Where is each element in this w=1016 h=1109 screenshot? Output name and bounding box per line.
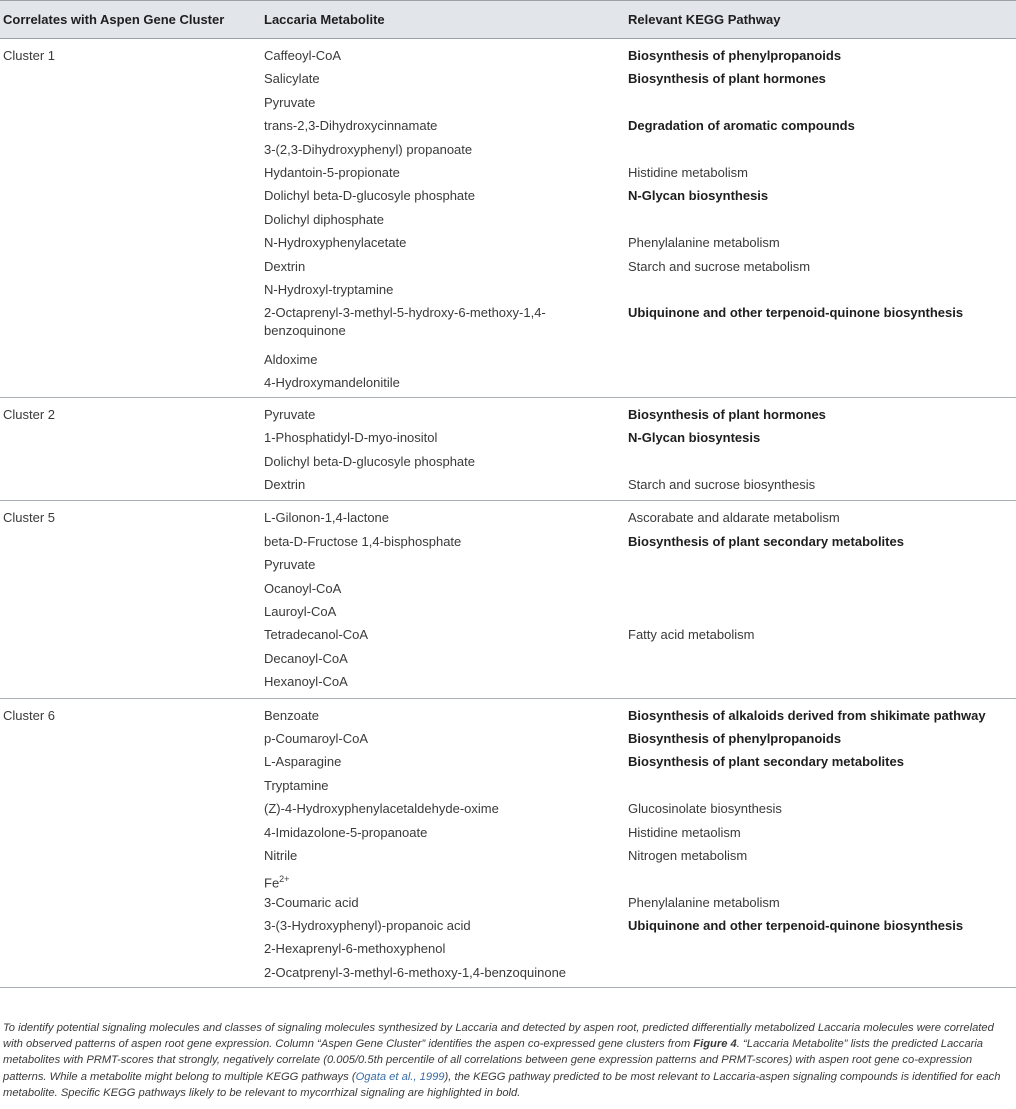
kegg-pathway-cell: Biosynthesis of plant hormones (628, 406, 826, 422)
metabolite-cell: 4-Imidazolone-5-propanoate (264, 824, 428, 840)
kegg-pathway-cell: Biosynthesis of alkaloids derived from shikimate pathway (628, 707, 986, 723)
metabolite-cell: Pyruvate (264, 406, 316, 422)
table-body (0, 39, 1016, 988)
cluster-group (0, 398, 1016, 502)
header-kegg-pathway: Relevant KEGG Pathway (628, 12, 781, 27)
table-row (0, 183, 1016, 206)
table-row (0, 43, 1016, 66)
kegg-pathway-cell: Ubiquinone and other terpenoid-quinone biosynthesis (628, 918, 964, 934)
table-row (0, 703, 1016, 726)
metabolite-cell: Dolichyl beta-D-glucosyle phosphate (264, 453, 476, 469)
table-row (0, 66, 1016, 89)
kegg-pathway-cell: Nitrogen metabolism (628, 847, 748, 863)
kegg-pathway-cell: Fatty acid metabolism (628, 627, 755, 643)
cluster-label: Cluster 5 (3, 510, 56, 526)
table-row (0, 137, 1016, 160)
kegg-pathway-cell: N-Glycan biosynthesis (628, 188, 769, 204)
metabolite-cell: Dolichyl beta-D-glucosyle phosphate (264, 188, 476, 204)
table-row (0, 622, 1016, 645)
table-row (0, 576, 1016, 599)
kegg-pathway-cell: Ubiquinone and other terpenoid-quinone biosynthesis (628, 305, 964, 321)
metabolite-cell: 3-Coumaric acid (264, 894, 359, 910)
table-row (0, 726, 1016, 749)
kegg-pathway-cell: Starch and sucrose metabolism (628, 258, 811, 274)
table-row (0, 796, 1016, 819)
metabolite-cell: Ocanoyl-CoA (264, 580, 342, 596)
table-row (0, 347, 1016, 370)
metabolite-cell: Dolichyl diphosphate (264, 211, 384, 227)
metabolite-cell: N-Hydroxyl-tryptamine (264, 281, 394, 297)
kegg-pathway-cell: Histidine metabolism (628, 164, 748, 180)
metabolite-cell: 3-(3-Hydroxyphenyl)-propanoic acid (264, 918, 471, 934)
metabolite-cell: N-Hydroxyphenylacetate (264, 235, 407, 251)
metabolite-text: Fe (264, 875, 280, 891)
table-row (0, 773, 1016, 796)
metabolite-cell: Lauroyl-CoA (264, 604, 337, 619)
metabolite-cell: (Z)-4-Hydroxyphenylacetaldehyde-oxime (264, 801, 499, 817)
kegg-pathway-cell: Biosynthesis of plant secondary metabolites (628, 533, 904, 549)
metabolite-superscript: 2+ (279, 874, 290, 885)
table-row (0, 449, 1016, 472)
metabolite-cell: 3-(2,3-Dihydroxyphenyl) propanoate (264, 141, 473, 157)
metabolite-cell: Hydantoin-5-propionate (264, 164, 400, 180)
table-row (0, 425, 1016, 448)
table-row (0, 646, 1016, 669)
kegg-pathway-cell: Biosynthesis of phenylpropanoids (628, 48, 842, 63)
kegg-pathway-cell: Phenylalanine metabolism (628, 235, 780, 251)
table-row (0, 207, 1016, 230)
table-row (0, 254, 1016, 277)
metabolite-cell: Dextrin (264, 258, 306, 274)
table-caption (3, 1020, 1011, 1101)
metabolite-cell: Pyruvate (264, 94, 316, 110)
metabolite-cell: 4-Hydroxymandelonitile (264, 375, 400, 391)
table-row (0, 866, 1016, 889)
kegg-pathway-cell: Biosynthesis of plant secondary metabolites (628, 754, 904, 770)
metabolite-cell: trans-2,3-Dihydroxycinnamate (264, 118, 438, 134)
cluster-label: Cluster 1 (3, 48, 56, 63)
metabolite-cell: Benzoate (264, 707, 319, 723)
table-row (0, 843, 1016, 866)
metabolite-cell: Tetradecanol-CoA (264, 627, 369, 643)
table-row (0, 669, 1016, 692)
table-row (0, 160, 1016, 183)
table-row (0, 890, 1016, 913)
cluster-group (0, 501, 1016, 698)
table-header (0, 0, 1016, 39)
metabolite-cell: Nitrile (264, 847, 298, 863)
cluster-label: Cluster 6 (3, 707, 56, 723)
table-row (0, 370, 1016, 393)
metabolite-cell: 2-Hexaprenyl-6-methoxyphenol (264, 941, 446, 957)
table-row (0, 820, 1016, 843)
table-row (0, 277, 1016, 300)
table-row (0, 749, 1016, 772)
metabolite-cell: L-Gilonon-1,4-lactone (264, 510, 390, 526)
caption-citation-link[interactable]: Ogata et al., 1999 (355, 1070, 445, 1083)
table-row (0, 90, 1016, 113)
metabolite-cell: 2-Octaprenyl-3-methyl-5-hydroxy-6-methoxy-1,4-benzoquinone (264, 305, 546, 339)
metabolite-cell: Caffeoyl-CoA (264, 48, 342, 63)
kegg-pathway-cell: Glucosinolate biosynthesis (628, 801, 782, 817)
metabolite-cell: Tryptamine (264, 777, 329, 793)
table-row (0, 599, 1016, 622)
kegg-pathway-cell: Starch and sucrose biosynthesis (628, 477, 816, 493)
metabolite-cell: p-Coumaroyl-CoA (264, 730, 369, 746)
table-row (0, 402, 1016, 425)
table-row (0, 936, 1016, 959)
metabolite-cell: Aldoxime (264, 352, 318, 368)
table-row (0, 113, 1016, 136)
caption-text-1: To identify potential signaling molecules and classes of signaling molecules synthesized by Laccaria and detected by aspen root, predicted differentially metabolized Laccaria molecules were correlated with observed patterns of aspen root gene expression. Column “Aspen Gene Cluster” identifies the aspen co-expressed gene clusters from (3, 1022, 994, 1051)
table-row (0, 913, 1016, 936)
metabolite-cell: Hexanoyl-CoA (264, 674, 348, 690)
kegg-pathway-cell: Histidine metaolism (628, 824, 741, 840)
caption-figure-ref[interactable]: Figure 4 (693, 1038, 737, 1051)
kegg-pathway-cell: Degradation of aromatic compounds (628, 118, 855, 134)
kegg-pathway-cell: N-Glycan biosyntesis (628, 430, 761, 446)
metabolite-cell: Decanoyl-CoA (264, 650, 348, 666)
table-row (0, 300, 1016, 347)
table-row (0, 552, 1016, 575)
cluster-group (0, 699, 1016, 989)
metabolite-cell: 2-Ocatprenyl-3-methyl-6-methoxy-1,4-benzoquinone (264, 964, 567, 980)
metabolite-cell: Dextrin (264, 477, 306, 493)
header-aspen-gene-cluster: Correlates with Aspen Gene Cluster (3, 12, 225, 27)
cluster-group (0, 39, 1016, 398)
kegg-pathway-cell: Biosynthesis of plant hormones (628, 71, 826, 87)
table-row (0, 230, 1016, 253)
metabolite-cell: Pyruvate (264, 557, 316, 573)
kegg-pathway-cell: Biosynthesis of phenylpropanoids (628, 730, 842, 746)
metabolite-cell: beta-D-Fructose 1,4-bisphosphate (264, 533, 462, 549)
kegg-pathway-cell: Phenylalanine metabolism (628, 894, 780, 910)
table-row (0, 960, 1016, 983)
caption-text-2: . “Laccaria Metabolite” lists the predicted Laccaria metabolites with PRMT-scores that strongly, negatively correlate (0.005/0.5th percentile of all correlations between gene expression patterns and PRMT-scores) with aspen root gene co-expression patterns. While a metabolite might belong to multiple KEGG pathways ( (3, 1038, 984, 1083)
header-laccaria-metabolite: Laccaria Metabolite (264, 12, 385, 27)
caption-text-3: ), the KEGG pathway predicted to be most relevant to Laccaria-aspen signaling compounds is identified for each metabolite. Specific KEGG pathways likely to be relevant to mycorrhizal signaling are highlighted in bold. (3, 1070, 1001, 1099)
metabolite-cell: L-Asparagine (264, 754, 342, 770)
table-row (0, 472, 1016, 495)
metabolite-cell: 1-Phosphatidyl-D-myo-inositol (264, 430, 438, 446)
metabolite-cell: Salicylate (264, 71, 320, 87)
cluster-label: Cluster 2 (3, 406, 56, 422)
table-row (0, 529, 1016, 552)
kegg-pathway-cell: Ascorabate and aldarate metabolism (628, 510, 840, 526)
table-row (0, 505, 1016, 528)
